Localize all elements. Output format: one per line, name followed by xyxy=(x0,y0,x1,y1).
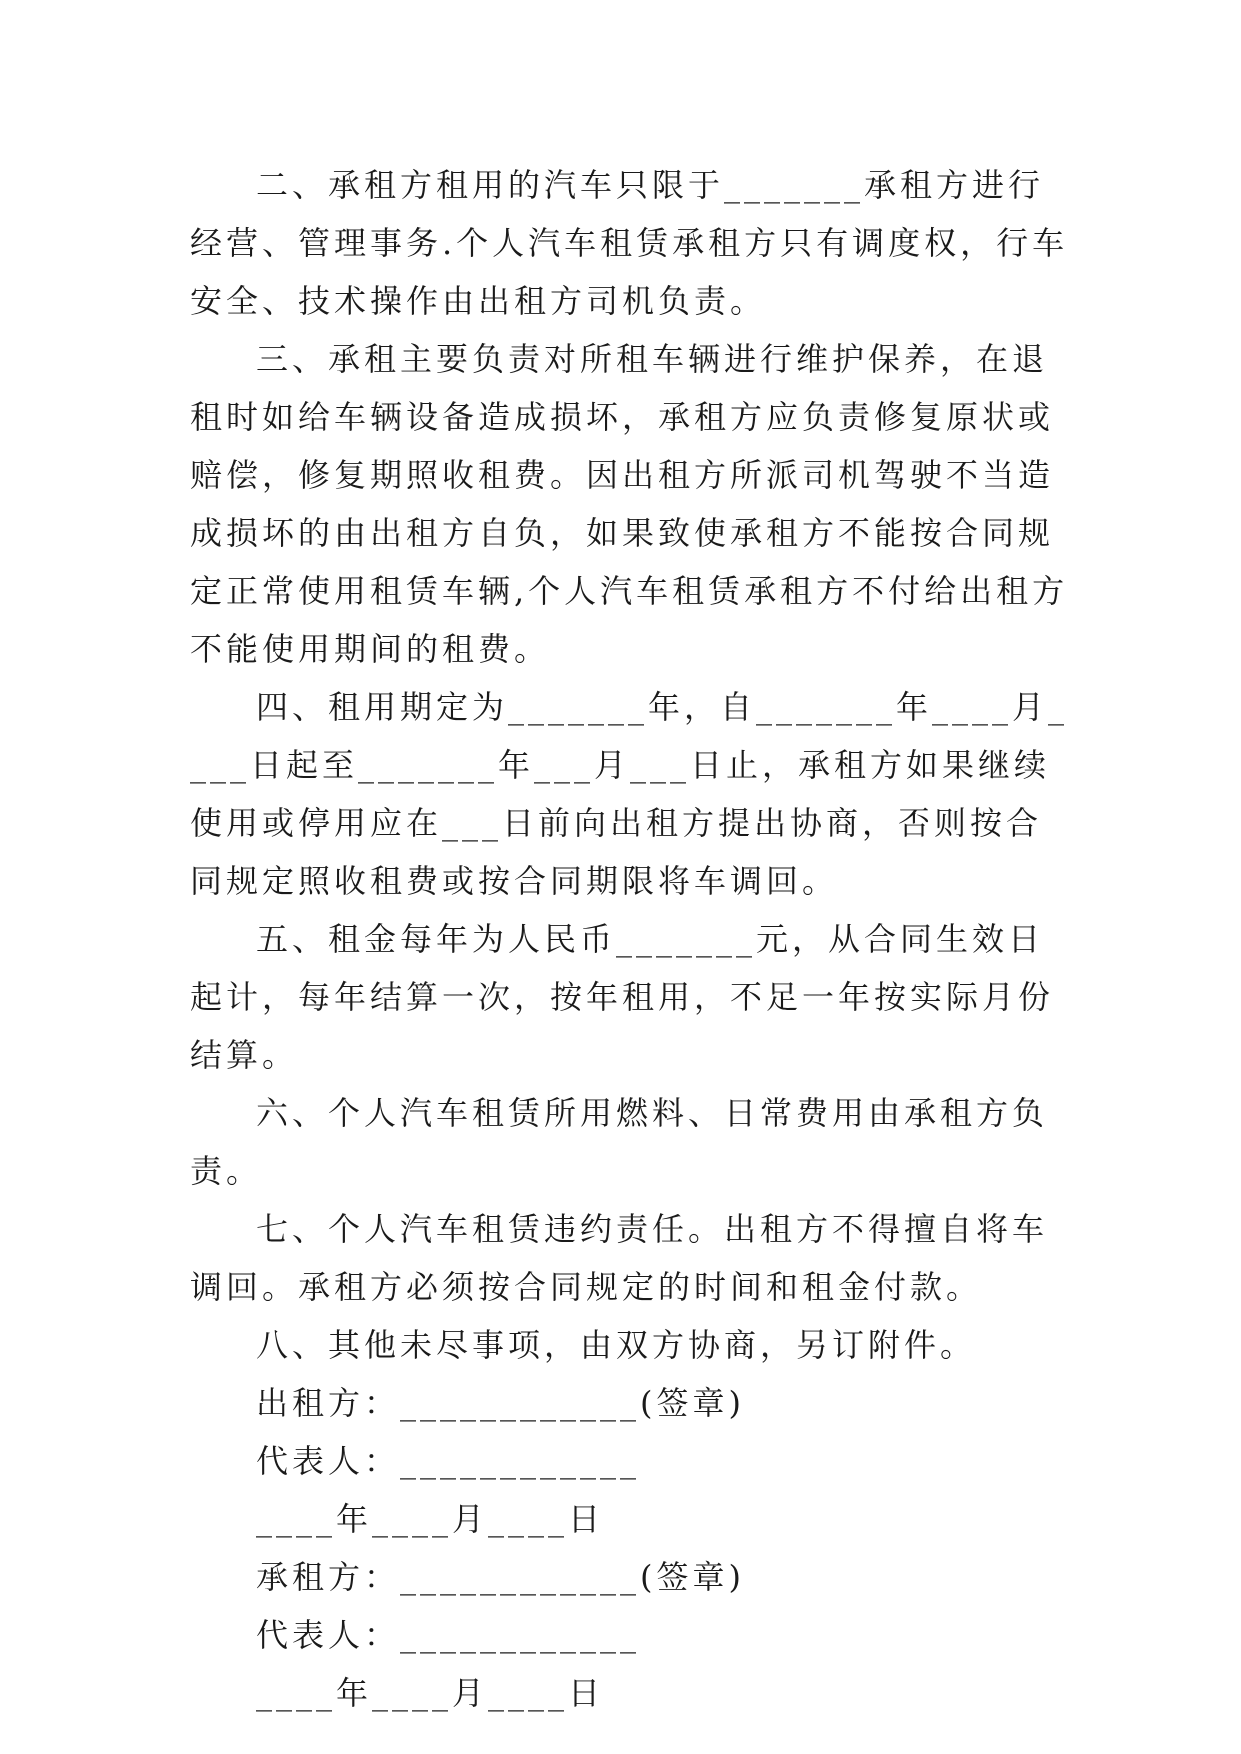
lessor-signature-line: 出租方：____________(签章) xyxy=(256,1384,745,1422)
signature-block xyxy=(190,1374,1070,1722)
clause-5: 五、租金每年为人民币_______元，从合同生效日起计，每年结算一次，按年租用，不足一年按实际月份结算。 xyxy=(190,920,1055,1074)
clause-7: 七、个人汽车租赁违约责任。出租方不得擅自将车调回。承租方必须按合同规定的时间和租金付款。 xyxy=(190,1210,1049,1306)
lessor-representative-line: 代表人：____________ xyxy=(256,1442,641,1480)
lessee-representative-line: 代表人：____________ xyxy=(256,1616,641,1654)
clause-8: 八、其他未尽事项，由双方协商，另订附件。 xyxy=(256,1326,977,1364)
lessee-date-line: ____年____月____日 xyxy=(256,1674,605,1712)
clause-6: 六、个人汽车租赁所用燃料、日常费用由承租方负责。 xyxy=(190,1094,1049,1190)
clause-2: 二、承租方租用的汽车只限于_______承租方进行经营、管理事务.个人汽车租赁承租方只有调度权，行车安全、技术操作由出租方司机负责。 xyxy=(190,166,1069,320)
clause-3: 三、承租主要负责对所租车辆进行维护保养，在退租时如给车辆设备造成损坏，承租方应负责修复原状或赔偿，修复期照收租费。因出租方所派司机驾驶不当造成损坏的由出租方自负，如果致使承租方不能按合同规定正常使用租赁车辆,个人汽车租赁承租方不付给出租方不能使用期间的租费。 xyxy=(190,340,1069,668)
lessor-date-line: ____年____月____日 xyxy=(256,1500,605,1538)
lessee-signature-line: 承租方：____________(签章) xyxy=(256,1558,745,1596)
clause-4: 四、租用期定为_______年，自_______年____月____日起至_______年___月___日止，承租方如果继续使用或停用应在___日前向出租方提出协商，否则按合同规定照收租费或按合同期限将车调回。 xyxy=(190,688,1069,900)
document-body xyxy=(190,156,1070,1722)
